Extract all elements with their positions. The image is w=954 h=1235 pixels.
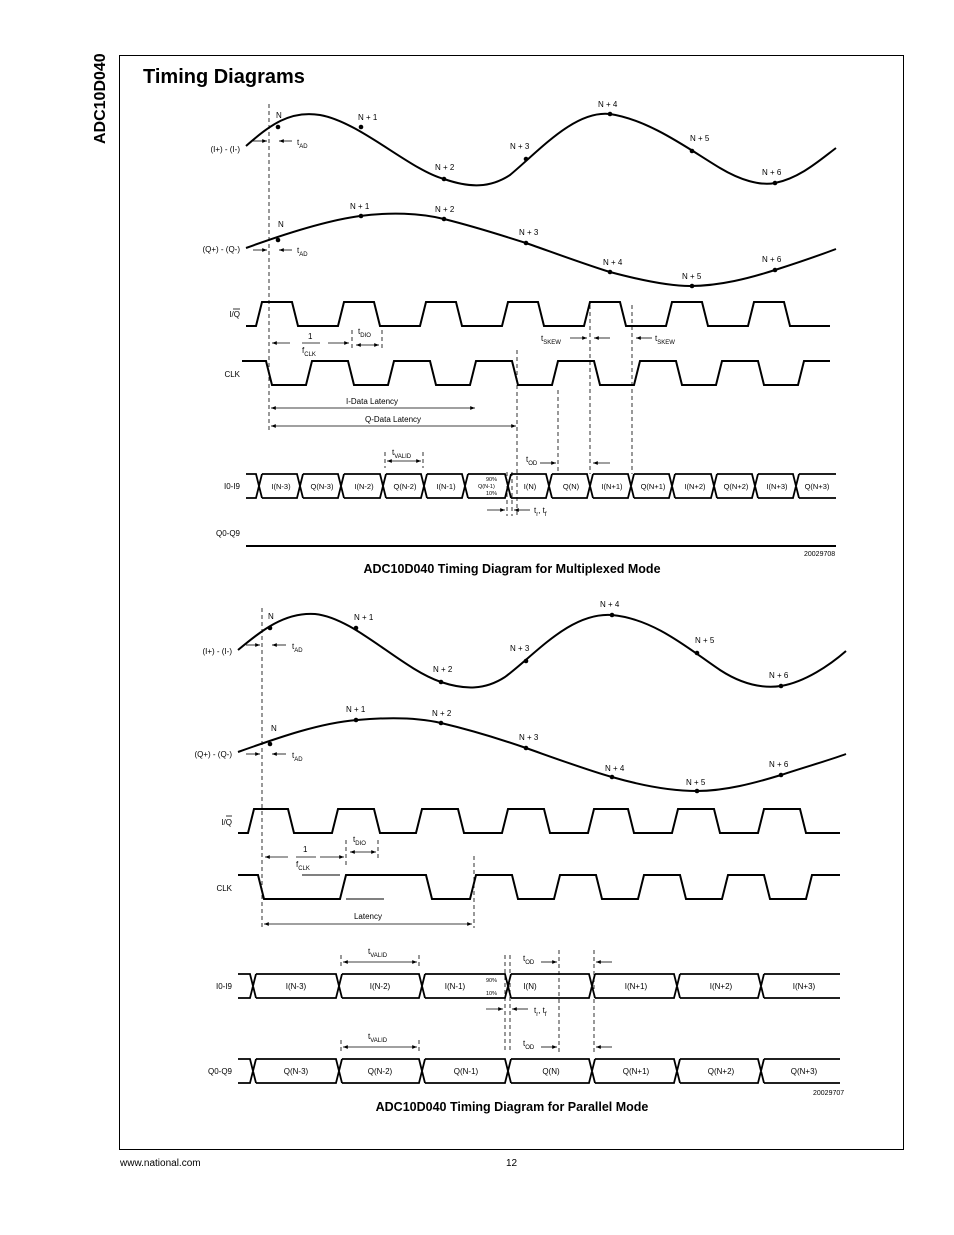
d1-q-sample-points xyxy=(276,214,778,289)
d1-bus-word: I(N-3) xyxy=(271,482,291,491)
d2-q-sample-label: N xyxy=(271,724,277,733)
d2-tvalid-label: $t_{VALID}$ xyxy=(368,947,388,959)
d2-q-sample-label: N + 1 xyxy=(346,705,366,714)
d1-q-point xyxy=(442,217,447,222)
d1-i-sample-label: N + 5 xyxy=(690,134,710,143)
d1-i-sample-label: N + 2 xyxy=(435,163,455,172)
d1-bus-word: I(N) xyxy=(523,482,537,491)
d1-tod-label: $t_{OD}$ xyxy=(526,455,538,467)
d2-pct10: 10% xyxy=(486,991,498,997)
d1-tad-label: $t_{AD}$ xyxy=(297,138,308,150)
d1-bus-word: Q(N-2) xyxy=(393,482,417,491)
footer-page-number: 12 xyxy=(506,1158,518,1169)
d2-tod-label: $t_{OD}$ xyxy=(523,954,535,966)
d2-q-word: Q(N-2) xyxy=(367,1067,393,1076)
d1-mid-label: Q(N-1) xyxy=(478,484,495,490)
d1-i-point xyxy=(773,181,778,186)
d1-period-denominator: $f_{CLK}$ xyxy=(302,346,316,358)
d1-bus-word: I(N+1) xyxy=(601,482,623,491)
d2-i-word: I(N+1) xyxy=(624,982,648,991)
d1-q-sample-label: N + 1 xyxy=(350,202,370,211)
d2-period-denominator: $f_{CLK}$ xyxy=(296,860,310,872)
d1-label-iq: I/Q xyxy=(229,310,240,319)
d2-transition-labels xyxy=(486,978,497,997)
d2-q-bus-outline xyxy=(238,1059,840,1083)
d1-i-sample-label: N + 6 xyxy=(762,168,782,177)
footer-website: www.national.com xyxy=(120,1158,201,1169)
d1-trtf-label: $t_r$, $t_f$ xyxy=(534,506,547,518)
d2-latency-label: Latency xyxy=(353,912,383,921)
d1-label-q-diff: (Q+) - (Q-) xyxy=(202,245,240,254)
d1-tskew-label: $t_{SKEW}$ xyxy=(655,334,675,346)
d2-i-sample-label: N + 1 xyxy=(354,613,374,622)
d2-label-iq: I/Q xyxy=(221,818,232,827)
d1-figure-number: 20029708 xyxy=(804,551,836,558)
d1-i-point xyxy=(276,125,281,130)
d1-q-point xyxy=(773,268,778,273)
d1-pct90: 90% xyxy=(486,477,498,483)
d1-bus-word: I(N+2) xyxy=(684,482,706,491)
d2-figure-number: 20029707 xyxy=(813,1090,845,1097)
d2-label-i-diff: (I+) - (I-) xyxy=(202,647,232,656)
d1-bus-word: I(N-1) xyxy=(436,482,456,491)
d1-i-point xyxy=(442,177,447,182)
d1-q-sample-labels xyxy=(278,202,782,281)
d1-bus-word: I(N+3) xyxy=(766,482,788,491)
d1-q-point xyxy=(359,214,364,219)
d2-i-waveform xyxy=(238,614,846,688)
d2-q-point xyxy=(695,789,700,794)
d2-iq-clock xyxy=(238,809,840,833)
d1-q-sample-label: N + 4 xyxy=(603,258,623,267)
d1-i-sample-label: N xyxy=(276,111,282,120)
d2-i-point xyxy=(524,659,529,664)
d1-bus-word: Q(N) xyxy=(562,482,580,491)
d1-q-sample-label: N + 5 xyxy=(682,272,702,281)
d1-i-waveform xyxy=(246,114,836,186)
d1-bus-word: Q(N+1) xyxy=(640,482,666,491)
d1-tvalid-label: $t_{VALID}$ xyxy=(392,448,412,460)
d1-i-point xyxy=(690,149,695,154)
d2-i-word: I(N+3) xyxy=(792,982,816,991)
d2-tad-label: $t_{AD}$ xyxy=(292,642,303,654)
d1-i-sample-label: N + 1 xyxy=(358,113,378,122)
d1-q-point xyxy=(524,241,529,246)
d1-q-point xyxy=(690,284,695,289)
d2-q-sample-label: N + 6 xyxy=(769,760,789,769)
d2-period-numerator: 1 xyxy=(303,845,308,854)
d1-bus-word: Q(N+3) xyxy=(804,482,830,491)
d2-i-sample-labels xyxy=(268,600,789,680)
d2-q-word: Q(N+1) xyxy=(622,1067,650,1076)
d2-i-point xyxy=(610,613,615,618)
d2-q-word: Q(N+3) xyxy=(790,1067,818,1076)
diagram-multiplexed xyxy=(202,100,836,546)
d1-bus-word: I(N-2) xyxy=(354,482,374,491)
d1-label-i-bus: I0-I9 xyxy=(223,482,240,491)
d2-i-word: I(N-2) xyxy=(369,982,391,991)
d2-q-word: Q(N) xyxy=(542,1067,560,1076)
d2-tad-label: $t_{AD}$ xyxy=(292,751,303,763)
d2-i-point xyxy=(779,684,784,689)
d2-i-bus-words xyxy=(286,982,816,991)
d2-trtf-label: $t_r$, $t_f$ xyxy=(534,1006,547,1018)
d1-i-sample-label: N + 3 xyxy=(510,142,530,151)
d2-label-i-bus: I0-I9 xyxy=(215,982,232,991)
d2-i-sample-label: N + 3 xyxy=(510,644,530,653)
d2-pct90: 90% xyxy=(486,978,498,984)
d2-i-point xyxy=(695,651,700,656)
d2-q-sample-labels xyxy=(271,705,789,787)
d2-q-sample-label: N + 5 xyxy=(686,778,706,787)
d1-bus-word: Q(N+2) xyxy=(723,482,749,491)
d2-caption: ADC10D040 Timing Diagram for Parallel Mode xyxy=(375,1100,649,1114)
d1-i-latency-label: I-Data Latency xyxy=(345,397,399,406)
d1-label-clk: CLK xyxy=(224,370,240,379)
d2-label-q-diff: (Q+) - (Q-) xyxy=(194,750,232,759)
d2-tdio-label: $t_{DIO}$ xyxy=(353,835,366,847)
d2-i-word: I(N-1) xyxy=(444,982,466,991)
d1-bus-word: Q(N-3) xyxy=(310,482,334,491)
d2-i-word: I(N+2) xyxy=(709,982,733,991)
d2-tvalid-label: $t_{VALID}$ xyxy=(368,1032,388,1044)
d1-clk xyxy=(242,361,830,385)
d2-label-clk: CLK xyxy=(216,884,232,893)
d1-q-point xyxy=(276,238,281,243)
d2-i-point xyxy=(354,626,359,631)
d2-q-word: Q(N-1) xyxy=(453,1067,479,1076)
d2-q-point xyxy=(268,742,273,747)
d1-period-marker xyxy=(272,343,379,345)
d2-i-bus-outline xyxy=(238,974,840,998)
d1-caption: ADC10D040 Timing Diagram for Multiplexed Mode xyxy=(363,562,661,576)
d2-i-point xyxy=(268,626,273,631)
d2-reference-lines xyxy=(262,608,594,1055)
d2-q-word: Q(N-3) xyxy=(283,1067,309,1076)
d1-q-sample-label: N + 2 xyxy=(435,205,455,214)
d2-q-sample-points xyxy=(268,718,784,794)
d2-i-sample-label: N + 2 xyxy=(433,665,453,674)
d2-q-point xyxy=(610,775,615,780)
d1-q-sample-label: N xyxy=(278,220,284,229)
d1-q-point xyxy=(608,270,613,275)
d1-pct10: 10% xyxy=(486,491,498,497)
d1-q-sample-label: N + 6 xyxy=(762,255,782,264)
d1-q-waveform xyxy=(246,214,836,286)
side-part-number-text: ADC10D040 xyxy=(92,53,109,144)
d1-i-point xyxy=(359,125,364,130)
page-title: Timing Diagrams xyxy=(143,66,305,88)
d1-tdio-label: $t_{DIO}$ xyxy=(358,327,371,339)
d2-q-word: Q(N+2) xyxy=(707,1067,735,1076)
d2-i-sample-label: N + 4 xyxy=(600,600,620,609)
diagram-parallel xyxy=(194,600,846,1083)
d1-tskew-label: $t_{SKEW}$ xyxy=(541,334,561,346)
d1-iq-clock xyxy=(246,302,830,326)
d1-i-sample-labels xyxy=(276,100,782,177)
d2-q-point xyxy=(354,718,359,723)
d2-i-point xyxy=(439,680,444,685)
d2-i-sample-label: N + 5 xyxy=(695,636,715,645)
d2-q-point xyxy=(779,773,784,778)
d2-i-sample-label: N xyxy=(268,612,274,621)
d2-q-sample-label: N + 4 xyxy=(605,764,625,773)
d1-label-q-bus: Q0-Q9 xyxy=(215,529,240,538)
d2-clk xyxy=(238,875,840,899)
d2-q-point xyxy=(524,746,529,751)
d1-period-numerator: 1 xyxy=(308,332,313,341)
d1-tad-label: $t_{AD}$ xyxy=(297,246,308,258)
d1-transition-labels xyxy=(478,477,497,497)
d1-i-point xyxy=(608,112,613,117)
d2-label-q-bus: Q0-Q9 xyxy=(207,1067,232,1076)
d2-q-point xyxy=(439,721,444,726)
d2-i-sample-label: N + 6 xyxy=(769,671,789,680)
d2-i-word: I(N) xyxy=(523,982,537,991)
d1-q-sample-label: N + 3 xyxy=(519,228,539,237)
d1-i-point xyxy=(524,157,529,162)
d2-tod-label: $t_{OD}$ xyxy=(523,1039,535,1051)
d2-q-bus-words xyxy=(284,1067,818,1076)
d2-q-sample-label: N + 3 xyxy=(519,733,539,742)
d2-q-sample-label: N + 2 xyxy=(432,709,452,718)
d2-i-word: I(N-3) xyxy=(285,982,307,991)
d1-label-i-diff: (I+) - (I-) xyxy=(210,145,240,154)
d2-q-waveform xyxy=(238,718,846,791)
d1-q-latency-label: Q-Data Latency xyxy=(364,415,422,424)
d1-i-sample-label: N + 4 xyxy=(598,100,618,109)
